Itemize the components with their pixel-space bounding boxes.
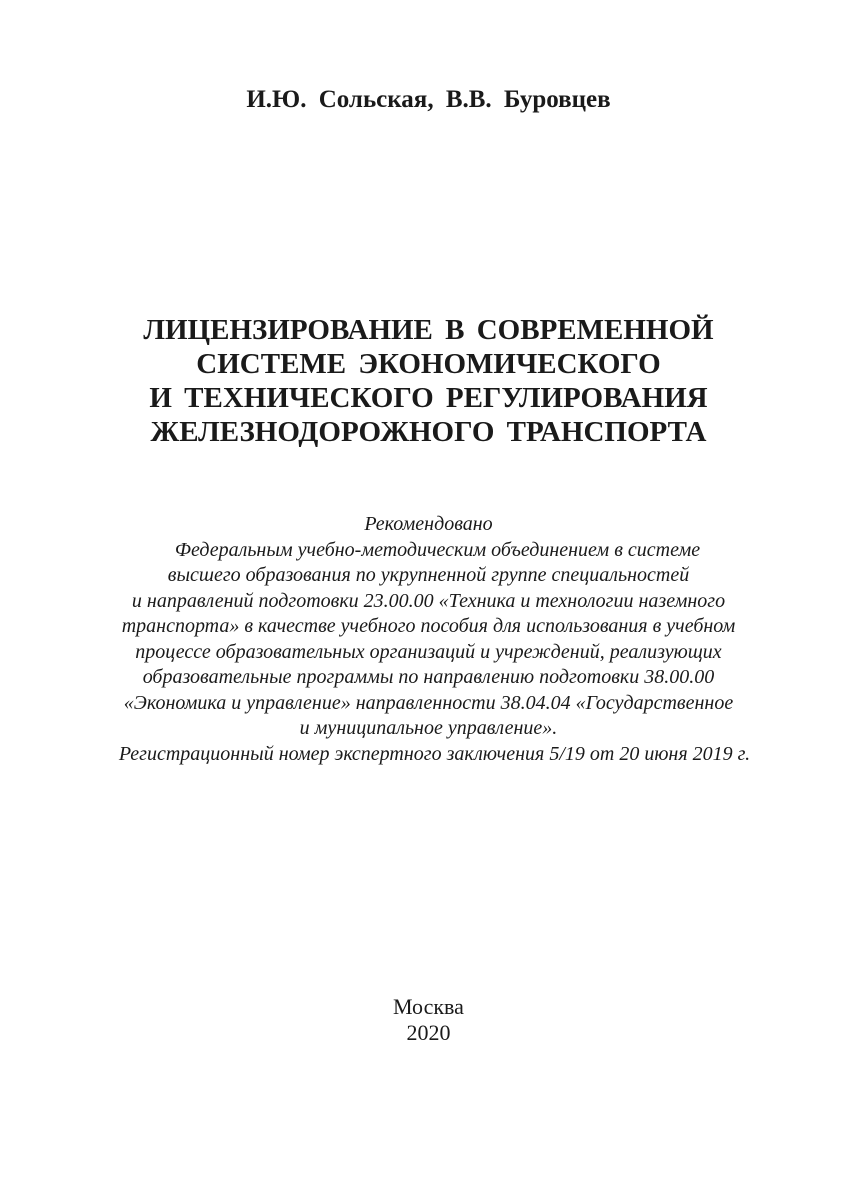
title-line: ЖЕЛЕЗНОДОРОЖНОГО ТРАНСПОРТА [150, 416, 707, 448]
city: Москва [393, 994, 464, 1019]
year: 2020 [406, 1020, 451, 1045]
recommendation-line: «Экономика и управление» направленности 38.04.04 «Государственное [123, 691, 734, 714]
book-title [0, 313, 857, 449]
recommendation-line: процессе образовательных организаций и учреждений, реализующих [135, 640, 722, 663]
recommendation-line: и муниципальное управление». [299, 717, 558, 739]
recommendation-line: образовательные программы по направлению подготовки 38.00.00 [142, 666, 715, 688]
recommendation-line: и направлений подготовки 23.00.00 «Техника и технологии наземного [131, 589, 726, 612]
recommendation-line: высшего образования по укрупненной группе специальностей [167, 564, 690, 586]
imprint [0, 994, 857, 1046]
recommendation-line: транспорта» в качестве учебного пособия для использования в учебном [121, 615, 736, 637]
title-line: СИСТЕМЕ ЭКОНОМИЧЕСКОГО [196, 348, 661, 380]
recommendation-line: Федеральным учебно-методическим объединением в системе [174, 538, 701, 561]
title-line: ЛИЦЕНЗИРОВАНИЕ В СОВРЕМЕННОЙ [143, 314, 714, 346]
authors: И.Ю. Сольская, В.В. Буровцев [246, 86, 611, 113]
title-line: И ТЕХНИЧЕСКОГО РЕГУЛИРОВАНИЯ [149, 382, 708, 414]
recommendation-block [0, 512, 857, 767]
recommendation-heading: Рекомендовано [364, 513, 493, 535]
registration-number-line: Регистрационный номер экспертного заключения 5/19 от 20 июня 2019 г. [118, 742, 751, 765]
